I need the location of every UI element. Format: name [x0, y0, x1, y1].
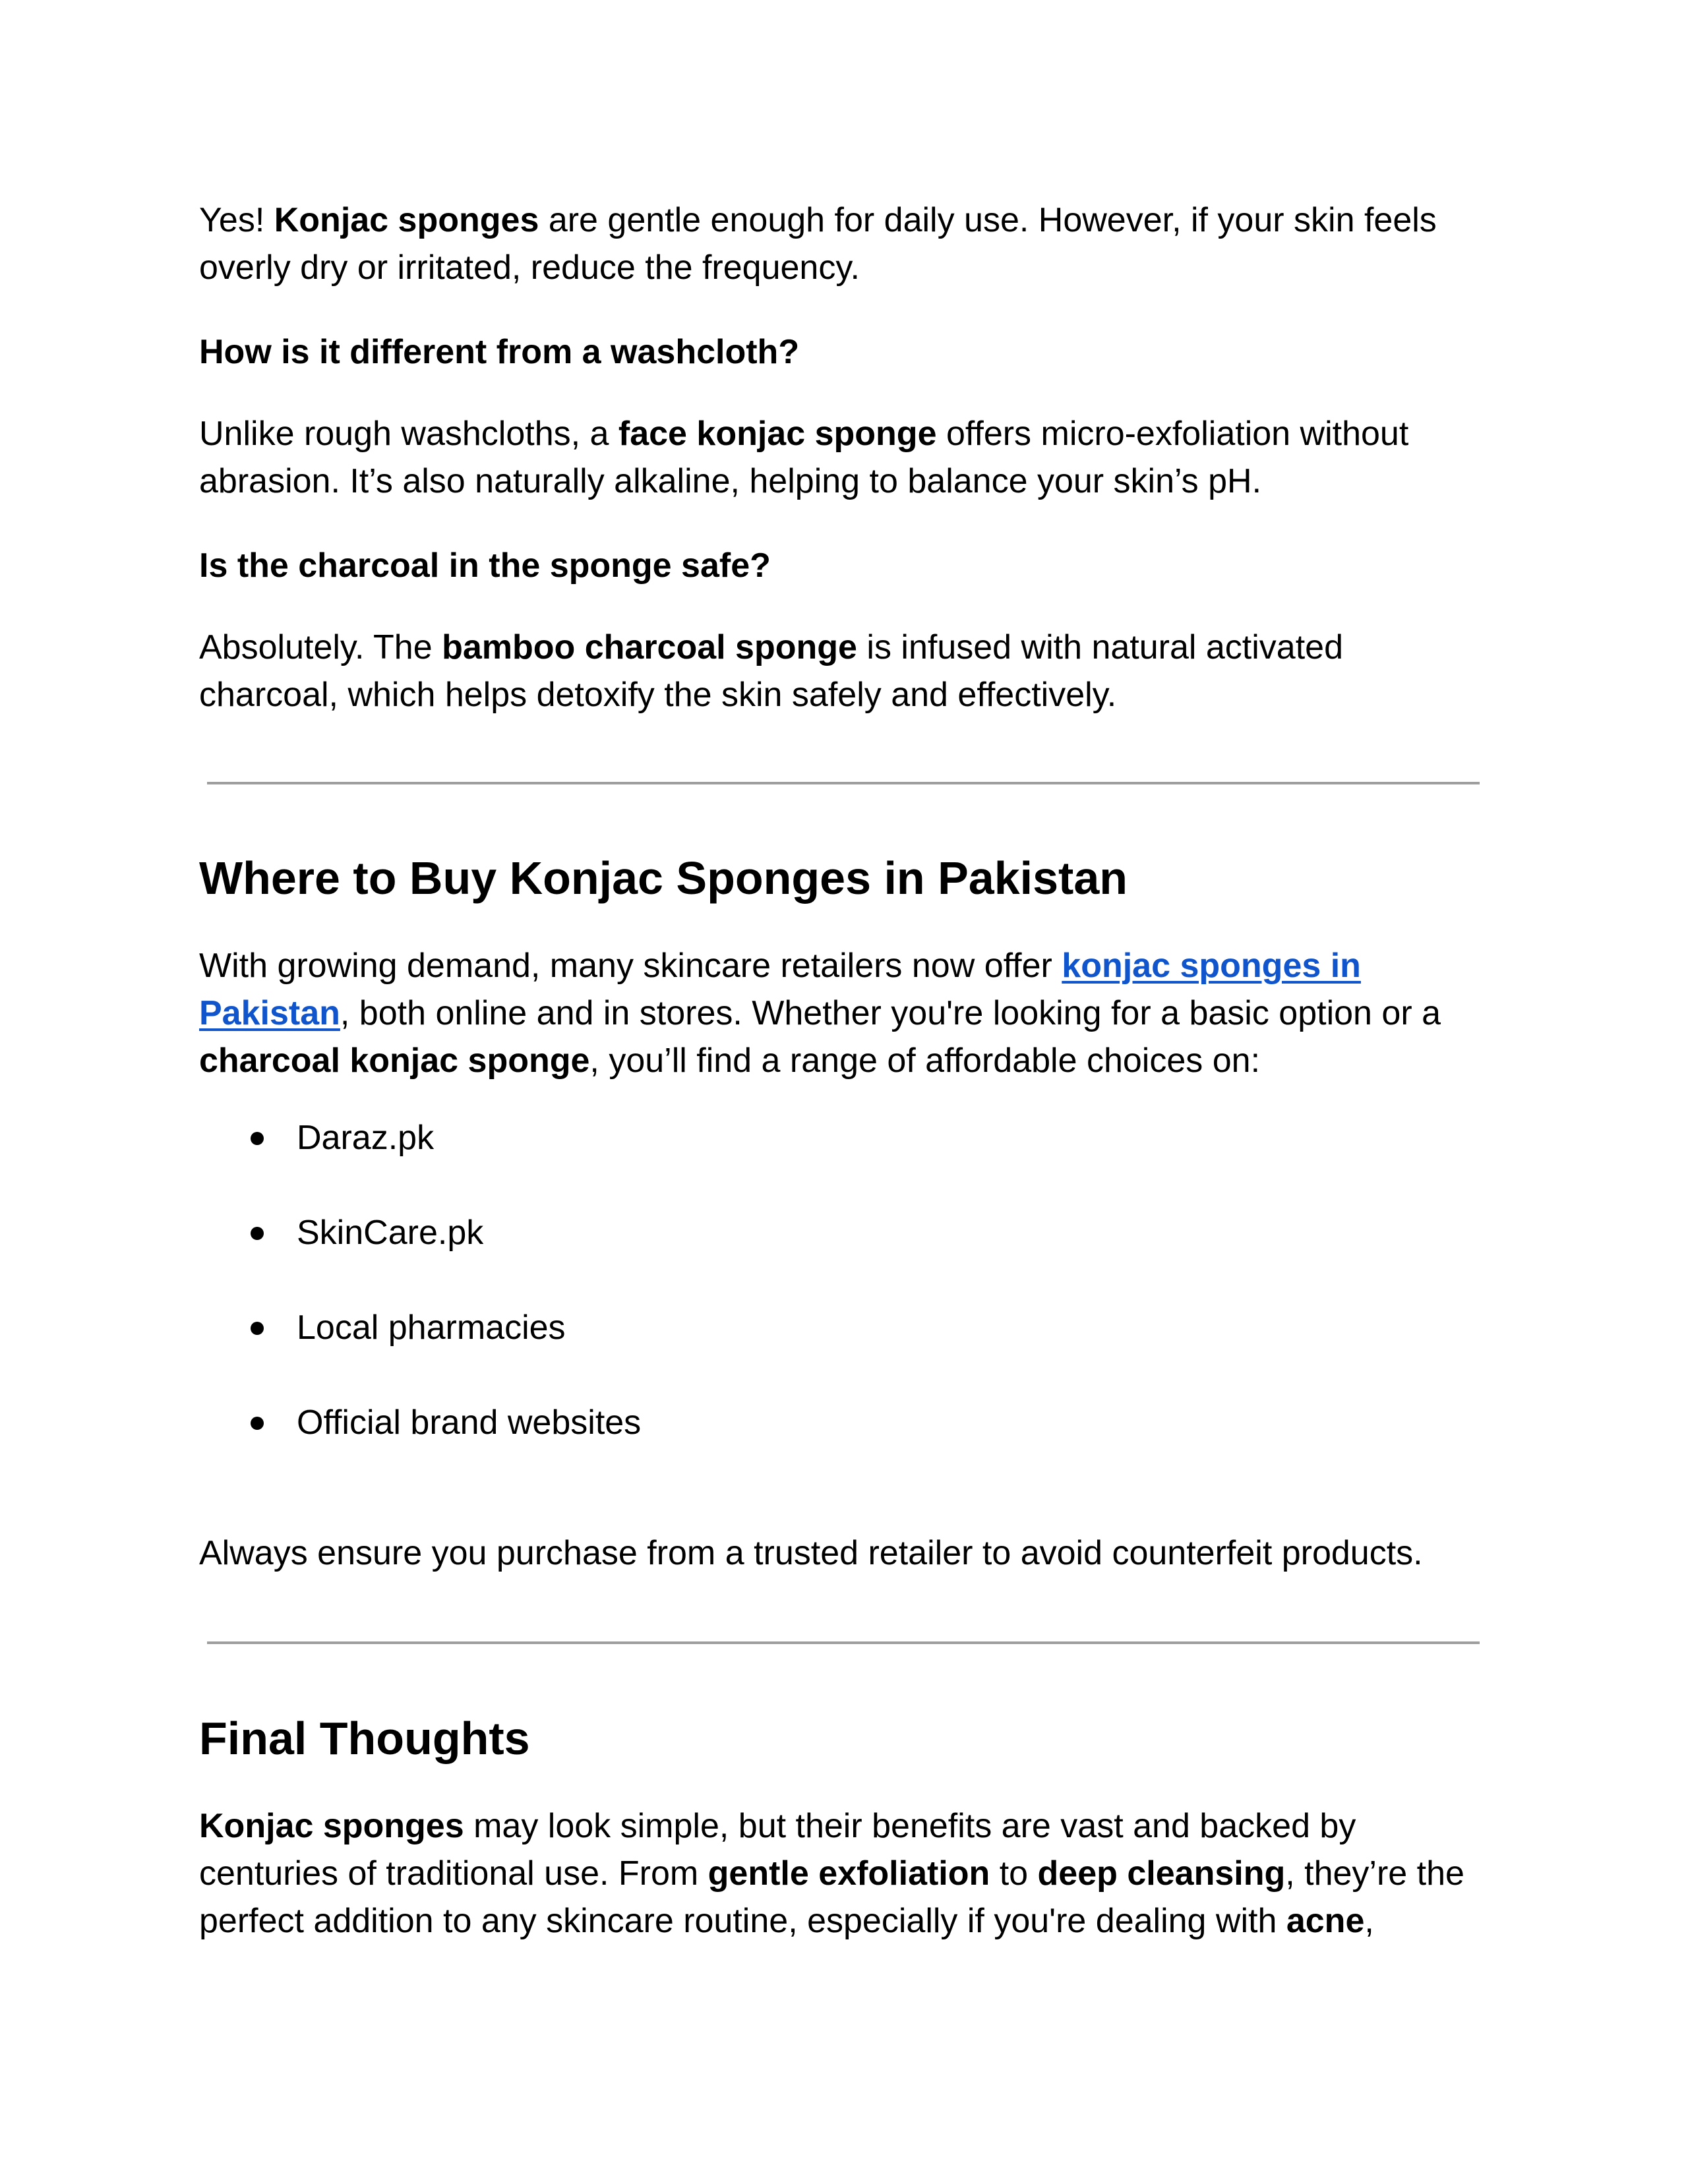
- faq-washcloth-question: How is it different from a washcloth?: [199, 333, 800, 371]
- section-heading-final-thoughts: Final Thoughts: [199, 1713, 530, 1764]
- faq-washcloth-answer: [199, 410, 1492, 505]
- list-item: [199, 1304, 641, 1399]
- bullet-icon: [251, 1417, 264, 1430]
- bold-term: gentle exfoliation: [708, 1854, 990, 1893]
- text-run: With growing demand, many skincare retailers now offer: [199, 947, 1062, 985]
- list-item: [199, 1399, 641, 1494]
- text-run: , both online and in stores. Whether you're looking for a basic option or a: [340, 994, 1441, 1032]
- text-run: Yes!: [199, 201, 274, 239]
- bullet-icon: [251, 1322, 264, 1335]
- bold-term: deep cleansing: [1037, 1854, 1286, 1893]
- text-run: , you’ll find a range of affordable choices on:: [589, 1042, 1261, 1080]
- text-run: ,: [1364, 1902, 1374, 1940]
- store-name: Official brand websites: [297, 1403, 642, 1442]
- text-run: offers micro-exfoliation without abrasion. It’s also naturally alkaline, helping to balance your skin’s pH.: [199, 415, 1409, 500]
- text-run: , they’re the perfect addition to any skincare routine, especially if you're dealing with: [199, 1854, 1464, 1940]
- bullet-icon: [251, 1132, 264, 1145]
- bullet-icon: [251, 1227, 264, 1240]
- faq-daily-use-answer: [199, 196, 1492, 291]
- bold-term: acne: [1286, 1902, 1365, 1940]
- list-item: [199, 1209, 641, 1304]
- section-heading-where-to-buy: Where to Buy Konjac Sponges in Pakistan: [199, 852, 1128, 904]
- bold-term: Konjac sponges: [274, 201, 539, 239]
- faq-charcoal-answer: [199, 624, 1492, 719]
- faq-charcoal-question: Is the charcoal in the sponge safe?: [199, 546, 771, 585]
- final-thoughts-body: [199, 1802, 1492, 1945]
- store-name: SkinCare.pk: [297, 1214, 484, 1252]
- store-name: Local pharmacies: [297, 1309, 566, 1347]
- bold-term: face konjac sponge: [618, 415, 937, 453]
- retailer-note: Always ensure you purchase from a trusted retailer to avoid counterfeit products.: [199, 1534, 1423, 1572]
- section-divider: [207, 1641, 1480, 1644]
- text-run: is infused with natural activated charcoal, which helps detoxify the skin safely and effectively.: [199, 628, 1344, 714]
- bold-term: charcoal konjac sponge: [199, 1042, 590, 1080]
- text-run: may look simple, but their benefits are vast and backed by centuries of traditional use. From: [199, 1807, 1356, 1893]
- text-run: Unlike rough washcloths, a: [199, 415, 618, 453]
- konjac-sponges-pakistan-link[interactable]: konjac sponges in Pakistan: [199, 947, 1361, 1032]
- bold-term: Konjac sponges: [199, 1807, 464, 1845]
- where-to-buy-intro: [199, 942, 1492, 1084]
- text-run: to: [990, 1854, 1038, 1893]
- bold-term: bamboo charcoal sponge: [442, 628, 857, 666]
- store-list: [199, 1114, 641, 1494]
- list-item: [199, 1114, 641, 1209]
- text-run: Absolutely. The: [199, 628, 442, 666]
- text-run: are gentle enough for daily use. However, if your skin feels overly dry or irritated, reduce the frequency.: [199, 201, 1437, 287]
- store-name: Daraz.pk: [297, 1119, 435, 1157]
- section-divider: [207, 782, 1480, 784]
